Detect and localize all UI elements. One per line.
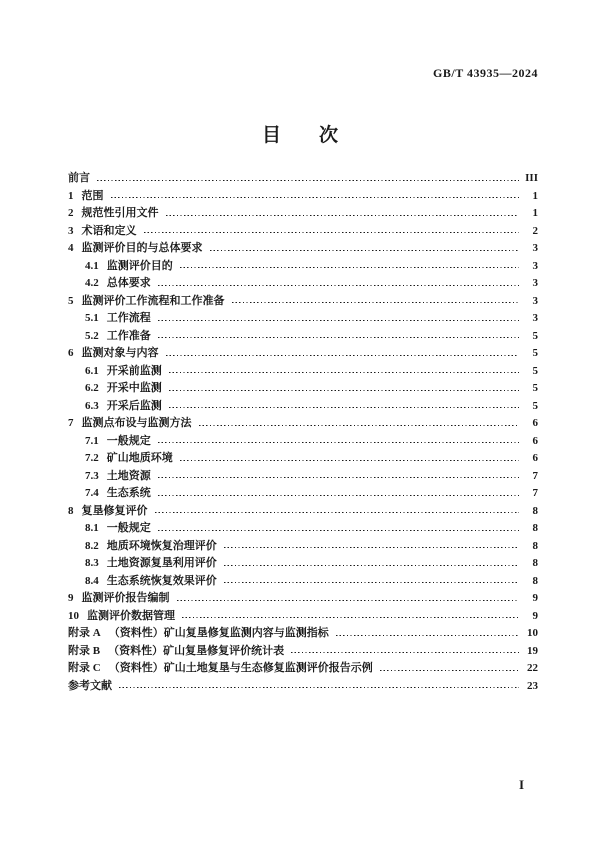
toc-entry-page: 5 bbox=[532, 347, 538, 359]
dot-leader bbox=[182, 616, 519, 619]
toc-entry-title: 监测评价目的与总体要求 bbox=[81, 242, 203, 254]
toc-entry-number: 5.2 bbox=[85, 329, 99, 342]
toc-entry-title: 监测评价报告编制 bbox=[81, 592, 170, 604]
page-number: I bbox=[518, 777, 524, 792]
toc-entry-title: 一般规定 bbox=[106, 434, 151, 447]
toc-entry-title: 工作准备 bbox=[106, 329, 151, 342]
toc-entry bbox=[68, 519, 538, 537]
toc-entry-number: 7.1 bbox=[85, 434, 99, 447]
toc-entry-number: 9 bbox=[68, 592, 74, 604]
toc-entry bbox=[68, 187, 538, 205]
toc-entry-page: 9 bbox=[532, 609, 538, 622]
toc-entry-page: 8 bbox=[532, 522, 538, 534]
toc-entry bbox=[68, 484, 538, 502]
toc-entry-number: 8.1 bbox=[85, 522, 99, 534]
toc-entry-number: 2 bbox=[68, 207, 74, 219]
dot-leader bbox=[336, 633, 519, 636]
toc-entry-page: 3 bbox=[532, 312, 538, 324]
toc-entry-number: 附录 C bbox=[68, 662, 101, 674]
toc-entry bbox=[68, 397, 538, 415]
toc-entry bbox=[68, 362, 538, 380]
toc-entry-title: 监测评价目的 bbox=[106, 259, 173, 272]
toc-entry bbox=[68, 537, 538, 555]
toc-entry-number: 附录 A bbox=[68, 627, 101, 639]
toc-entry-title: 开采前监测 bbox=[106, 364, 162, 377]
toc-entry-title: （资料性）矿山复垦修复评价统计表 bbox=[108, 644, 285, 657]
dot-leader bbox=[232, 301, 520, 304]
dot-leader bbox=[158, 318, 519, 321]
dot-leader bbox=[169, 406, 519, 409]
dot-leader bbox=[169, 388, 519, 391]
toc-entry-number: 5 bbox=[68, 294, 74, 307]
toc-entry-page: 19 bbox=[527, 644, 538, 657]
toc-entry-page: 3 bbox=[532, 294, 538, 307]
toc-entry-number: 8.2 bbox=[85, 539, 99, 552]
toc-entry-page: 5 bbox=[532, 329, 538, 342]
toc-entry-title: 土地资源 bbox=[106, 469, 151, 482]
toc-entry-title: 监测点布设与监测方法 bbox=[81, 417, 192, 429]
dot-leader bbox=[224, 546, 519, 549]
toc-entry-title: 生态系统恢复效果评价 bbox=[106, 574, 217, 587]
toc-entry-number: 6.2 bbox=[85, 382, 99, 394]
dot-leader bbox=[169, 371, 519, 374]
toc-entry bbox=[68, 292, 538, 310]
toc-entry bbox=[68, 222, 538, 240]
toc-entry bbox=[68, 554, 538, 572]
dot-leader bbox=[158, 441, 519, 444]
toc-entry-number: 7.4 bbox=[85, 487, 99, 499]
toc-entry-number: 附录 B bbox=[68, 644, 101, 657]
toc-entry-page: 5 bbox=[532, 364, 538, 377]
toc-entry bbox=[68, 502, 538, 520]
toc-entry bbox=[68, 607, 538, 625]
toc-entry bbox=[68, 379, 538, 397]
toc-entry-number: 6 bbox=[68, 347, 74, 359]
toc-entry bbox=[68, 239, 538, 257]
toc-entry-title: 监测评价数据管理 bbox=[87, 609, 175, 622]
toc-entry-number: 7.3 bbox=[85, 469, 99, 482]
toc-entry-page: III bbox=[525, 172, 538, 184]
dot-leader bbox=[111, 196, 520, 199]
toc-entry-page: 3 bbox=[532, 242, 538, 254]
dot-leader bbox=[180, 266, 519, 269]
toc-entry bbox=[68, 642, 538, 660]
toc-entry-page: 8 bbox=[532, 557, 538, 569]
toc-entry bbox=[68, 449, 538, 467]
dot-leader bbox=[119, 686, 519, 689]
toc-entry-title: 参考文献 bbox=[68, 679, 112, 692]
dot-leader bbox=[158, 283, 519, 286]
toc-entry-title: 地质环境恢复治理评价 bbox=[106, 539, 217, 552]
standard-number: GB/T 43935—2024 bbox=[433, 66, 538, 80]
toc-entry-number: 4.2 bbox=[85, 277, 99, 289]
dot-leader bbox=[158, 493, 519, 496]
toc-entry-title: 范围 bbox=[81, 189, 104, 202]
dot-leader bbox=[158, 528, 519, 531]
toc-entry bbox=[68, 677, 538, 695]
toc-entry-title: 矿山地质环境 bbox=[106, 452, 173, 464]
toc-entry-number: 7.2 bbox=[85, 452, 99, 464]
toc-entry-title: 监测评价工作流程和工作准备 bbox=[81, 294, 225, 307]
toc-entry-page: 6 bbox=[532, 417, 538, 429]
toc-entry-title: 开采中监测 bbox=[106, 382, 162, 394]
dot-leader bbox=[224, 563, 519, 566]
toc-entry-number: 5.1 bbox=[85, 312, 99, 324]
dot-leader bbox=[177, 598, 520, 601]
toc-entry-number: 6.1 bbox=[85, 364, 99, 377]
toc-entry bbox=[68, 432, 538, 450]
toc-entry-page: 5 bbox=[532, 399, 538, 412]
toc-entry bbox=[68, 257, 538, 275]
toc-entry bbox=[68, 589, 538, 607]
toc-entry-number: 1 bbox=[68, 189, 74, 202]
toc-entry-number: 6.3 bbox=[85, 399, 99, 412]
toc-entry bbox=[68, 572, 538, 590]
toc-entry bbox=[68, 624, 538, 642]
toc-entry-page: 7 bbox=[532, 469, 538, 482]
toc-entry-title: 规范性引用文件 bbox=[81, 207, 159, 219]
toc-entry-number: 8 bbox=[68, 504, 74, 517]
toc-entry-page: 23 bbox=[527, 679, 538, 692]
toc-entry-number: 7 bbox=[68, 417, 74, 429]
toc-entry-title: （资料性）矿山土地复垦与生态修复监测评价报告示例 bbox=[108, 662, 373, 674]
dot-leader bbox=[166, 353, 520, 356]
dot-leader bbox=[144, 231, 520, 234]
toc-entry-title: 一般规定 bbox=[106, 522, 151, 534]
toc-entry-page: 2 bbox=[532, 224, 538, 237]
dot-leader bbox=[291, 651, 519, 654]
dot-leader bbox=[166, 213, 520, 216]
toc-entry bbox=[68, 467, 538, 485]
toc-entry-title: 监测对象与内容 bbox=[81, 347, 159, 359]
toc-entry-title: 工作流程 bbox=[106, 312, 151, 324]
toc-entry-title: 生态系统 bbox=[106, 487, 151, 499]
toc-entry-page: 1 bbox=[532, 189, 538, 202]
toc-entry-page: 6 bbox=[532, 434, 538, 447]
dot-leader bbox=[155, 511, 520, 514]
toc-entry-page: 7 bbox=[532, 487, 538, 499]
toc-entry-number: 10 bbox=[68, 609, 79, 622]
toc-entry bbox=[68, 659, 538, 677]
toc-entry bbox=[68, 309, 538, 327]
toc-entry bbox=[68, 204, 538, 222]
toc-entry-number: 8.3 bbox=[85, 557, 99, 569]
toc-entry-number: 8.4 bbox=[85, 574, 99, 587]
page-title: 目 次 bbox=[261, 125, 338, 146]
dot-leader bbox=[97, 178, 519, 181]
dot-leader bbox=[210, 248, 520, 251]
dot-leader bbox=[158, 476, 519, 479]
toc-entry-number: 4 bbox=[68, 242, 74, 254]
toc-entry-page: 8 bbox=[532, 539, 538, 552]
toc-entry-title: 前言 bbox=[68, 172, 90, 184]
dot-leader bbox=[380, 668, 519, 671]
toc-entry-title: 复垦修复评价 bbox=[81, 504, 148, 517]
toc-entry bbox=[68, 327, 538, 345]
toc-entry bbox=[68, 344, 538, 362]
toc-entry-title: 开采后监测 bbox=[106, 399, 162, 412]
toc-entry-title: 术语和定义 bbox=[81, 224, 137, 237]
toc-entry-page: 8 bbox=[532, 504, 538, 517]
dot-leader bbox=[158, 336, 519, 339]
dot-leader bbox=[199, 423, 520, 426]
dot-leader bbox=[224, 581, 519, 584]
toc-entry-page: 22 bbox=[527, 662, 538, 674]
toc-entry-page: 6 bbox=[532, 452, 538, 464]
toc-entry-page: 1 bbox=[532, 207, 538, 219]
toc-entry-page: 10 bbox=[527, 627, 538, 639]
toc-entry-number: 4.1 bbox=[85, 259, 99, 272]
dot-leader bbox=[180, 458, 519, 461]
toc-entry-title: （资料性）矿山复垦修复监测内容与监测指标 bbox=[108, 627, 329, 639]
toc-entry-number: 3 bbox=[68, 224, 74, 237]
toc-entry-page: 3 bbox=[532, 277, 538, 289]
toc-entry-page: 5 bbox=[532, 382, 538, 394]
toc-entry bbox=[68, 169, 538, 187]
toc-entry-title: 总体要求 bbox=[106, 277, 151, 289]
toc-entry-page: 8 bbox=[532, 574, 538, 587]
toc-entry bbox=[68, 274, 538, 292]
toc-entry bbox=[68, 414, 538, 432]
toc-entry-page: 3 bbox=[532, 259, 538, 272]
table-of-contents bbox=[68, 169, 538, 694]
toc-entry-page: 9 bbox=[532, 592, 538, 604]
toc-entry-title: 土地资源复垦利用评价 bbox=[106, 557, 217, 569]
